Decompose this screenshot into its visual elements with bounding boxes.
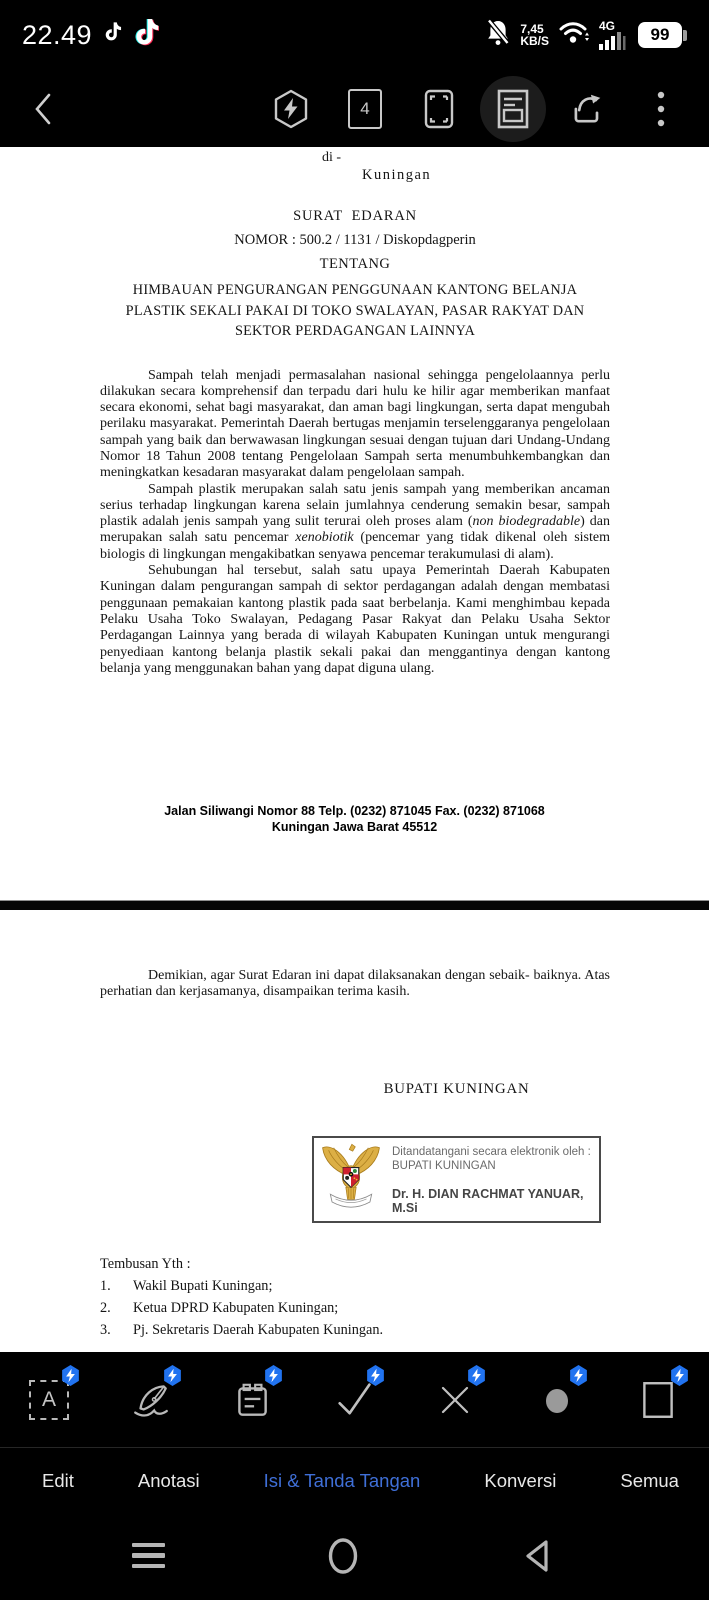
about-label: TENTANG bbox=[319, 256, 391, 272]
signature-tool[interactable] bbox=[128, 1377, 174, 1423]
pdf-toolbar bbox=[0, 70, 709, 147]
tab-isi-tanda-tangan[interactable]: Isi & Tanda Tangan bbox=[263, 1469, 421, 1491]
letter-title: SURAT EDARAN bbox=[293, 208, 417, 224]
tab-konversi[interactable]: Konversi bbox=[484, 1469, 557, 1491]
check-tool[interactable] bbox=[331, 1377, 377, 1423]
battery-indicator: 99 bbox=[638, 22, 687, 48]
addressee-line: di - bbox=[322, 150, 342, 165]
signal-4g-icon: 4G bbox=[599, 20, 629, 50]
letter-subject: HIMBAUAN PENGURANGAN PENGGUNAAN KANTONG BELANJA PLASTIK SEKALI PAKAI DI TOKO SWALAYAN, PASAR RAKYAT DAN SEKTOR PERDAGANGAN LAINNYA bbox=[125, 282, 585, 339]
signature-block bbox=[312, 1080, 601, 1223]
letter-number: NOMOR : 500.2 / 1131 / Diskopdagperin bbox=[234, 232, 476, 248]
mode-tab-bar bbox=[0, 1449, 709, 1511]
recents-button[interactable] bbox=[122, 1530, 174, 1582]
share-icon[interactable] bbox=[565, 87, 609, 131]
clock: 22.49 bbox=[22, 19, 93, 50]
dot-tool[interactable] bbox=[534, 1377, 580, 1423]
recents-icon bbox=[132, 1543, 165, 1569]
reading-mode-button[interactable] bbox=[480, 76, 546, 142]
android-nav-bar bbox=[0, 1511, 709, 1600]
closing-paragraph: Demikian, agar Surat Edaran ini dapat dilaksanakan dengan sebaik- baiknya. Atas perhatian dan kerjasamanya, disampaikan terima kasih. bbox=[100, 968, 610, 1000]
notifications-muted-icon bbox=[485, 18, 511, 53]
status-bar bbox=[0, 0, 709, 70]
fit-page-icon[interactable] bbox=[417, 87, 461, 131]
tiktok-small-icon bbox=[102, 21, 122, 50]
stamp-tool[interactable] bbox=[229, 1377, 275, 1423]
wifi-icon bbox=[558, 20, 590, 51]
text-field-icon: A bbox=[29, 1380, 69, 1420]
paragraph-2: Sampah plastik merupakan salah satu jenis sampah yang memberikan ancaman serius terhadap lingkungan karena selain jumlahnya cenderung semakin besar, sampah plastik adalah jenis sampah yang sulit terurai oleh proses alam (non biodegradable) dan merupakan salah satu pencemar xenobiotik (pencemar yang tidak dikenal oleh sistem biologis di lingkungan mengakibatkan senyawa pencemar terakumulasi di alam). bbox=[100, 481, 610, 562]
tab-semua[interactable]: Semua bbox=[620, 1469, 679, 1491]
signatory-title: BUPATI KUNINGAN bbox=[383, 1081, 530, 1097]
addressee-city: Kuningan bbox=[362, 167, 432, 183]
paragraph-3: Sehubungan hal tersebut, salah satu upaya Pemerintah Daerah Kabupaten Kuningan dalam pengurangan sampah di sektor perdagangan adalah dengan membatasi penggunaan pemakaian kantong plastik pada saat berbelanja. Kami menghimbau kepada Pelaku Usaha Toko Swalayan, Pedagang Pasar Rakyat dan Pelaku Usaha Sektor Perdagangan Lainnya yang berada di wilayah Kabupaten Kuningan untuk mengurangi penyediaan kantong belanja plastik sekali pakai dan menggantinya dengan kantong belanja yang menggunakan bahan yang dapat diguna ulang. bbox=[100, 563, 610, 676]
letter-body bbox=[100, 368, 610, 678]
home-icon bbox=[326, 1535, 360, 1577]
premium-badge-icon bbox=[60, 1364, 81, 1392]
nav-back-icon bbox=[520, 1537, 554, 1575]
cross-tool[interactable] bbox=[432, 1377, 478, 1423]
tab-edit[interactable]: Edit bbox=[42, 1469, 74, 1491]
esign-caption-1: Ditandatangani secara elektronik oleh : bbox=[392, 1145, 591, 1158]
back-button[interactable] bbox=[32, 89, 66, 129]
esign-caption-2: BUPATI KUNINGAN bbox=[392, 1159, 496, 1172]
cc-item: 1. Wakil Bupati Kuningan; bbox=[100, 1278, 273, 1294]
cc-label: Tembusan Yth : bbox=[100, 1256, 191, 1272]
home-button[interactable] bbox=[317, 1530, 369, 1582]
premium-badge-icon bbox=[162, 1364, 183, 1392]
network-speed: 7,45 KB/S bbox=[520, 22, 549, 48]
cc-list bbox=[100, 1254, 383, 1341]
premium-badge-icon bbox=[669, 1364, 690, 1392]
letterhead-footer: Jalan Siliwangi Nomor 88 Telp. (0232) 871045 Fax. (0232) 871068 Kuningan Jawa Barat 45512 bbox=[164, 804, 545, 834]
nav-back-button[interactable] bbox=[511, 1530, 563, 1582]
cc-item: 2. Ketua DPRD Kabupaten Kuningan; bbox=[100, 1300, 339, 1316]
text-field-tool[interactable] bbox=[26, 1377, 72, 1423]
document-page-2[interactable] bbox=[0, 910, 709, 1352]
signatory-name: Dr. H. DIAN RACHMAT YANUAR, M.Si bbox=[392, 1186, 584, 1215]
overflow-menu-icon[interactable] bbox=[639, 87, 683, 131]
rectangle-tool[interactable] bbox=[635, 1377, 681, 1423]
tab-anotasi[interactable]: Anotasi bbox=[137, 1469, 200, 1491]
premium-badge-icon bbox=[568, 1364, 589, 1392]
premium-badge-icon bbox=[365, 1364, 386, 1392]
cc-item: 3. Pj. Sekretaris Daerah Kabupaten Kuningan. bbox=[100, 1322, 384, 1338]
electronic-signature-box bbox=[312, 1136, 601, 1223]
page-count-button[interactable]: 4 bbox=[343, 87, 387, 131]
premium-badge-icon bbox=[263, 1364, 284, 1392]
paragraph-1: Sampah telah menjadi permasalahan nasional sehingga pengelolaannya perlu dilakukan secara komprehensif dan terpadu dari hulu ke hilir agar memberikan manfaat secara ekonomi, sehat bagi masyarakat, dan aman bagi lingkungan, serta dapat mengubah perilaku masyarakat. Pemerintah Daerah bertugas menjamin terselenggaranya pengelolaan sampah yang baik dan berwawasan lingkungan sesuai dengan tujuan dari Undang-Undang Nomor 18 Tahun 2008 tentang Pengelolaan Sampah serta menumbuhkembangkan dan meningkatkan kesadaran masyarakat dalam pengelolaan sampah. bbox=[100, 367, 610, 481]
annotation-tools-bar bbox=[0, 1352, 709, 1448]
tiktok-color-icon bbox=[132, 17, 159, 53]
flash-hexagon-icon[interactable] bbox=[269, 87, 313, 131]
document-page-1[interactable] bbox=[0, 147, 709, 900]
garuda-emblem bbox=[320, 1140, 382, 1219]
premium-badge-icon bbox=[466, 1364, 487, 1392]
